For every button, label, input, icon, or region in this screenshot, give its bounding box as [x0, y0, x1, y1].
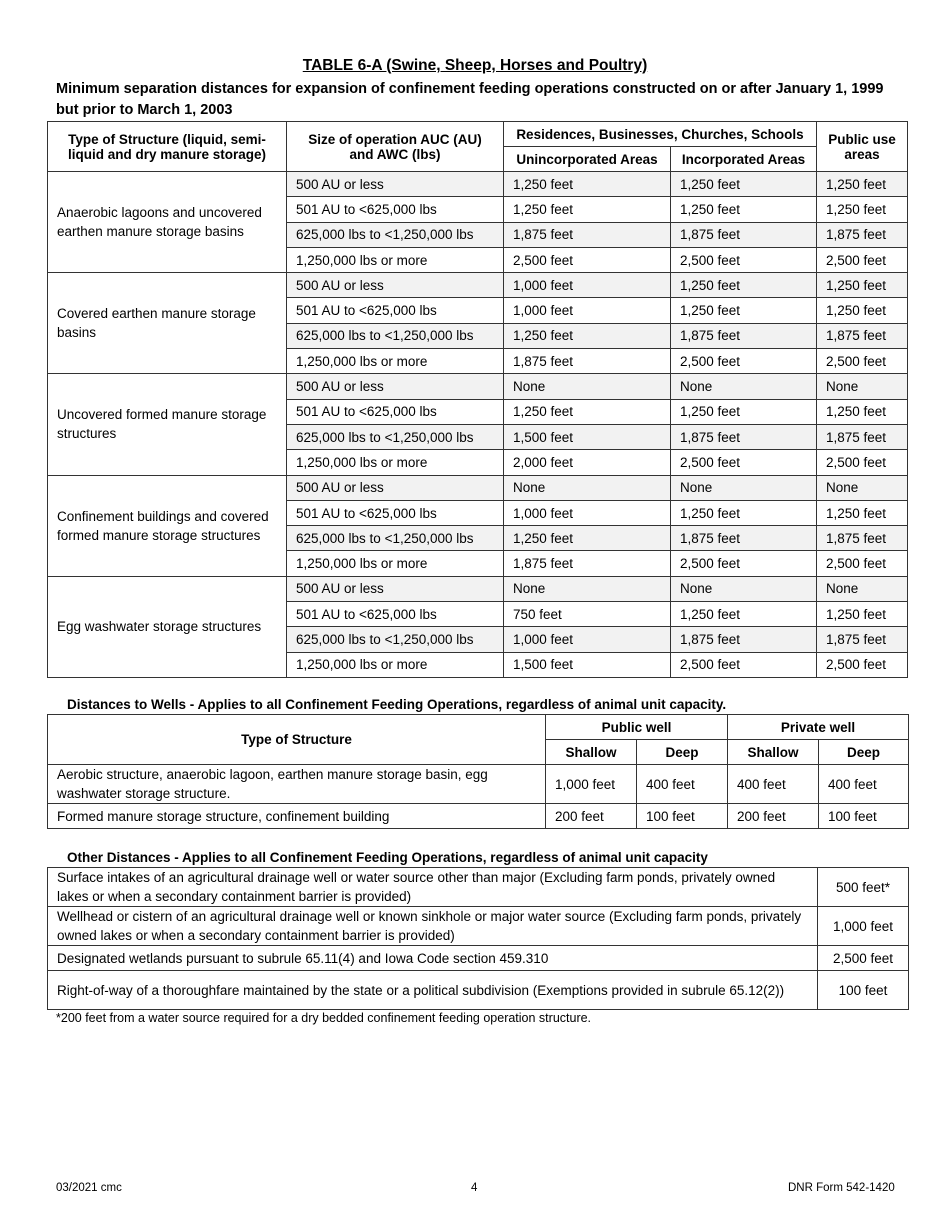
incorporated-distance-cell: None — [671, 576, 817, 601]
wells-header-private-deep: Deep — [819, 740, 909, 765]
footer-date: 03/2021 cmc — [56, 1182, 122, 1194]
wells-header-structure: Type of Structure — [48, 715, 546, 765]
unincorporated-distance-cell: 1,000 feet — [504, 500, 671, 525]
wells-value-cell: 400 feet — [637, 765, 728, 804]
wells-value-cell: 400 feet — [819, 765, 909, 804]
unincorporated-distance-cell: 1,875 feet — [504, 222, 671, 247]
incorporated-distance-cell: 1,875 feet — [671, 424, 817, 449]
table-row — [48, 946, 909, 971]
other-description-cell: Right-of-way of a thoroughfare maintained by the state or a political subdivision (Exemptions provided in subrule 65.12(2)) — [48, 971, 818, 1010]
wells-value-cell: 200 feet — [728, 804, 819, 829]
public-use-distance-cell: 1,250 feet — [817, 298, 908, 323]
other-description-cell: Wellhead or cistern of an agricultural drainage well or known sinkhole or major water source (Excluding farm ponds, privately owned lakes or when a secondary containment barrier is provided) — [48, 907, 818, 946]
operation-size-cell: 501 AU to <625,000 lbs — [287, 399, 504, 424]
wells-structure-cell: Aerobic structure, anaerobic lagoon, earthen manure storage basin, egg washwater storage structure. — [48, 765, 546, 804]
other-distance-cell: 100 feet — [818, 971, 909, 1010]
structure-type-cell: Egg washwater storage structures — [48, 576, 287, 677]
table-row — [48, 868, 909, 907]
incorporated-distance-cell: 1,250 feet — [671, 602, 817, 627]
structure-type-cell: Confinement buildings and covered formed manure storage structures — [48, 475, 287, 576]
header-residences: Residences, Businesses, Churches, Schools — [504, 122, 817, 147]
incorporated-distance-cell: 1,250 feet — [671, 500, 817, 525]
incorporated-distance-cell: 1,875 feet — [671, 526, 817, 551]
header-incorporated: Incorporated Areas — [671, 147, 817, 172]
public-use-distance-cell: 2,500 feet — [817, 652, 908, 677]
structure-type-cell: Uncovered formed manure storage structures — [48, 374, 287, 475]
incorporated-distance-cell: None — [671, 475, 817, 500]
wells-value-cell: 200 feet — [546, 804, 637, 829]
incorporated-distance-cell: 2,500 feet — [671, 551, 817, 576]
operation-size-cell: 500 AU or less — [287, 576, 504, 601]
table-row — [48, 765, 909, 804]
structure-type-cell: Covered earthen manure storage basins — [48, 273, 287, 374]
footer-form-number: DNR Form 542-1420 — [788, 1182, 895, 1194]
separation-distances-table — [47, 121, 908, 678]
unincorporated-distance-cell: 1,500 feet — [504, 424, 671, 449]
header-operation-size: Size of operation AUC (AU) and AWC (lbs) — [287, 122, 504, 172]
operation-size-cell: 1,250,000 lbs or more — [287, 551, 504, 576]
unincorporated-distance-cell: 1,250 feet — [504, 526, 671, 551]
table-row — [48, 374, 908, 399]
operation-size-cell: 625,000 lbs to <1,250,000 lbs — [287, 627, 504, 652]
incorporated-distance-cell: None — [671, 374, 817, 399]
unincorporated-distance-cell: 2,500 feet — [504, 247, 671, 272]
other-distance-cell: 2,500 feet — [818, 946, 909, 971]
incorporated-distance-cell: 1,250 feet — [671, 197, 817, 222]
public-use-distance-cell: None — [817, 374, 908, 399]
other-description-cell: Designated wetlands pursuant to subrule 65.11(4) and Iowa Code section 459.310 — [48, 946, 818, 971]
incorporated-distance-cell: 1,875 feet — [671, 222, 817, 247]
public-use-distance-cell: 1,250 feet — [817, 172, 908, 197]
incorporated-distance-cell: 1,250 feet — [671, 273, 817, 298]
public-use-distance-cell: 2,500 feet — [817, 551, 908, 576]
incorporated-distance-cell: 1,250 feet — [671, 399, 817, 424]
unincorporated-distance-cell: None — [504, 374, 671, 399]
other-section-title: Other Distances - Applies to all Confinement Feeding Operations, regardless of animal unit capacity — [67, 850, 708, 865]
table-row — [48, 907, 909, 946]
wells-structure-cell: Formed manure storage structure, confinement building — [48, 804, 546, 829]
unincorporated-distance-cell: 1,000 feet — [504, 298, 671, 323]
table-row — [48, 475, 908, 500]
unincorporated-distance-cell: 1,000 feet — [504, 273, 671, 298]
unincorporated-distance-cell: None — [504, 475, 671, 500]
operation-size-cell: 1,250,000 lbs or more — [287, 247, 504, 272]
table-row — [48, 576, 908, 601]
header-structure-type: Type of Structure (liquid, semi-liquid and dry manure storage) — [48, 122, 287, 172]
operation-size-cell: 500 AU or less — [287, 273, 504, 298]
wells-value-cell: 1,000 feet — [546, 765, 637, 804]
wells-distances-table — [47, 714, 909, 829]
operation-size-cell: 500 AU or less — [287, 475, 504, 500]
other-distance-cell: 1,000 feet — [818, 907, 909, 946]
operation-size-cell: 625,000 lbs to <1,250,000 lbs — [287, 424, 504, 449]
header-unincorporated: Unincorporated Areas — [504, 147, 671, 172]
table-row — [48, 172, 908, 197]
wells-value-cell: 100 feet — [637, 804, 728, 829]
unincorporated-distance-cell: 1,875 feet — [504, 551, 671, 576]
operation-size-cell: 501 AU to <625,000 lbs — [287, 197, 504, 222]
wells-header-private: Private well — [728, 715, 909, 740]
wells-value-cell: 100 feet — [819, 804, 909, 829]
operation-size-cell: 501 AU to <625,000 lbs — [287, 602, 504, 627]
public-use-distance-cell: 1,875 feet — [817, 222, 908, 247]
incorporated-distance-cell: 2,500 feet — [671, 247, 817, 272]
operation-size-cell: 625,000 lbs to <1,250,000 lbs — [287, 323, 504, 348]
page-title: TABLE 6-A (Swine, Sheep, Horses and Poultry) — [302, 57, 648, 74]
wells-header-public: Public well — [546, 715, 728, 740]
other-distances-table — [47, 867, 909, 1010]
incorporated-distance-cell: 1,875 feet — [671, 627, 817, 652]
public-use-distance-cell: None — [817, 475, 908, 500]
other-description-cell: Surface intakes of an agricultural drainage well or water source other than major (Excluding farm ponds, privately owned lakes or when a secondary containment barrier is provided) — [48, 868, 818, 907]
unincorporated-distance-cell: 1,250 feet — [504, 172, 671, 197]
public-use-distance-cell: 1,250 feet — [817, 500, 908, 525]
unincorporated-distance-cell: 1,250 feet — [504, 323, 671, 348]
wells-value-cell: 400 feet — [728, 765, 819, 804]
unincorporated-distance-cell: 1,875 feet — [504, 349, 671, 374]
unincorporated-distance-cell: 750 feet — [504, 602, 671, 627]
incorporated-distance-cell: 2,500 feet — [671, 450, 817, 475]
page-subtitle: Minimum separation distances for expansion of confinement feeding operations constructed on or after January 1, 1999 but prior to March 1, 2003 — [56, 81, 884, 118]
public-use-distance-cell: 1,875 feet — [817, 627, 908, 652]
public-use-distance-cell: 1,875 feet — [817, 323, 908, 348]
operation-size-cell: 1,250,000 lbs or more — [287, 349, 504, 374]
incorporated-distance-cell: 1,250 feet — [671, 172, 817, 197]
public-use-distance-cell: 2,500 feet — [817, 247, 908, 272]
operation-size-cell: 1,250,000 lbs or more — [287, 450, 504, 475]
table-row — [48, 273, 908, 298]
public-use-distance-cell: 1,250 feet — [817, 197, 908, 222]
wells-header-public-deep: Deep — [637, 740, 728, 765]
incorporated-distance-cell: 2,500 feet — [671, 652, 817, 677]
unincorporated-distance-cell: 2,000 feet — [504, 450, 671, 475]
structure-type-cell: Anaerobic lagoons and uncovered earthen manure storage basins — [48, 172, 287, 273]
public-use-distance-cell: 1,875 feet — [817, 526, 908, 551]
table-row — [48, 804, 909, 829]
unincorporated-distance-cell: None — [504, 576, 671, 601]
incorporated-distance-cell: 1,250 feet — [671, 298, 817, 323]
unincorporated-distance-cell: 1,250 feet — [504, 399, 671, 424]
operation-size-cell: 500 AU or less — [287, 374, 504, 399]
incorporated-distance-cell: 2,500 feet — [671, 349, 817, 374]
operation-size-cell: 625,000 lbs to <1,250,000 lbs — [287, 526, 504, 551]
footer-page-number: 4 — [471, 1182, 478, 1194]
public-use-distance-cell: None — [817, 576, 908, 601]
public-use-distance-cell: 1,250 feet — [817, 602, 908, 627]
operation-size-cell: 1,250,000 lbs or more — [287, 652, 504, 677]
public-use-distance-cell: 1,875 feet — [817, 424, 908, 449]
operation-size-cell: 501 AU to <625,000 lbs — [287, 500, 504, 525]
other-distance-cell: 500 feet* — [818, 868, 909, 907]
operation-size-cell: 501 AU to <625,000 lbs — [287, 298, 504, 323]
unincorporated-distance-cell: 1,500 feet — [504, 652, 671, 677]
public-use-distance-cell: 1,250 feet — [817, 399, 908, 424]
footnote: *200 feet from a water source required for a dry bedded confinement feeding operation structure. — [56, 1011, 592, 1025]
public-use-distance-cell: 1,250 feet — [817, 273, 908, 298]
operation-size-cell: 625,000 lbs to <1,250,000 lbs — [287, 222, 504, 247]
wells-header-private-shallow: Shallow — [728, 740, 819, 765]
public-use-distance-cell: 2,500 feet — [817, 349, 908, 374]
unincorporated-distance-cell: 1,000 feet — [504, 627, 671, 652]
table-row — [48, 971, 909, 1010]
unincorporated-distance-cell: 1,250 feet — [504, 197, 671, 222]
wells-section-title: Distances to Wells - Applies to all Confinement Feeding Operations, regardless of animal unit capacity. — [67, 697, 727, 712]
header-public-use: Public use areas — [817, 122, 908, 172]
operation-size-cell: 500 AU or less — [287, 172, 504, 197]
public-use-distance-cell: 2,500 feet — [817, 450, 908, 475]
incorporated-distance-cell: 1,875 feet — [671, 323, 817, 348]
wells-header-public-shallow: Shallow — [546, 740, 637, 765]
